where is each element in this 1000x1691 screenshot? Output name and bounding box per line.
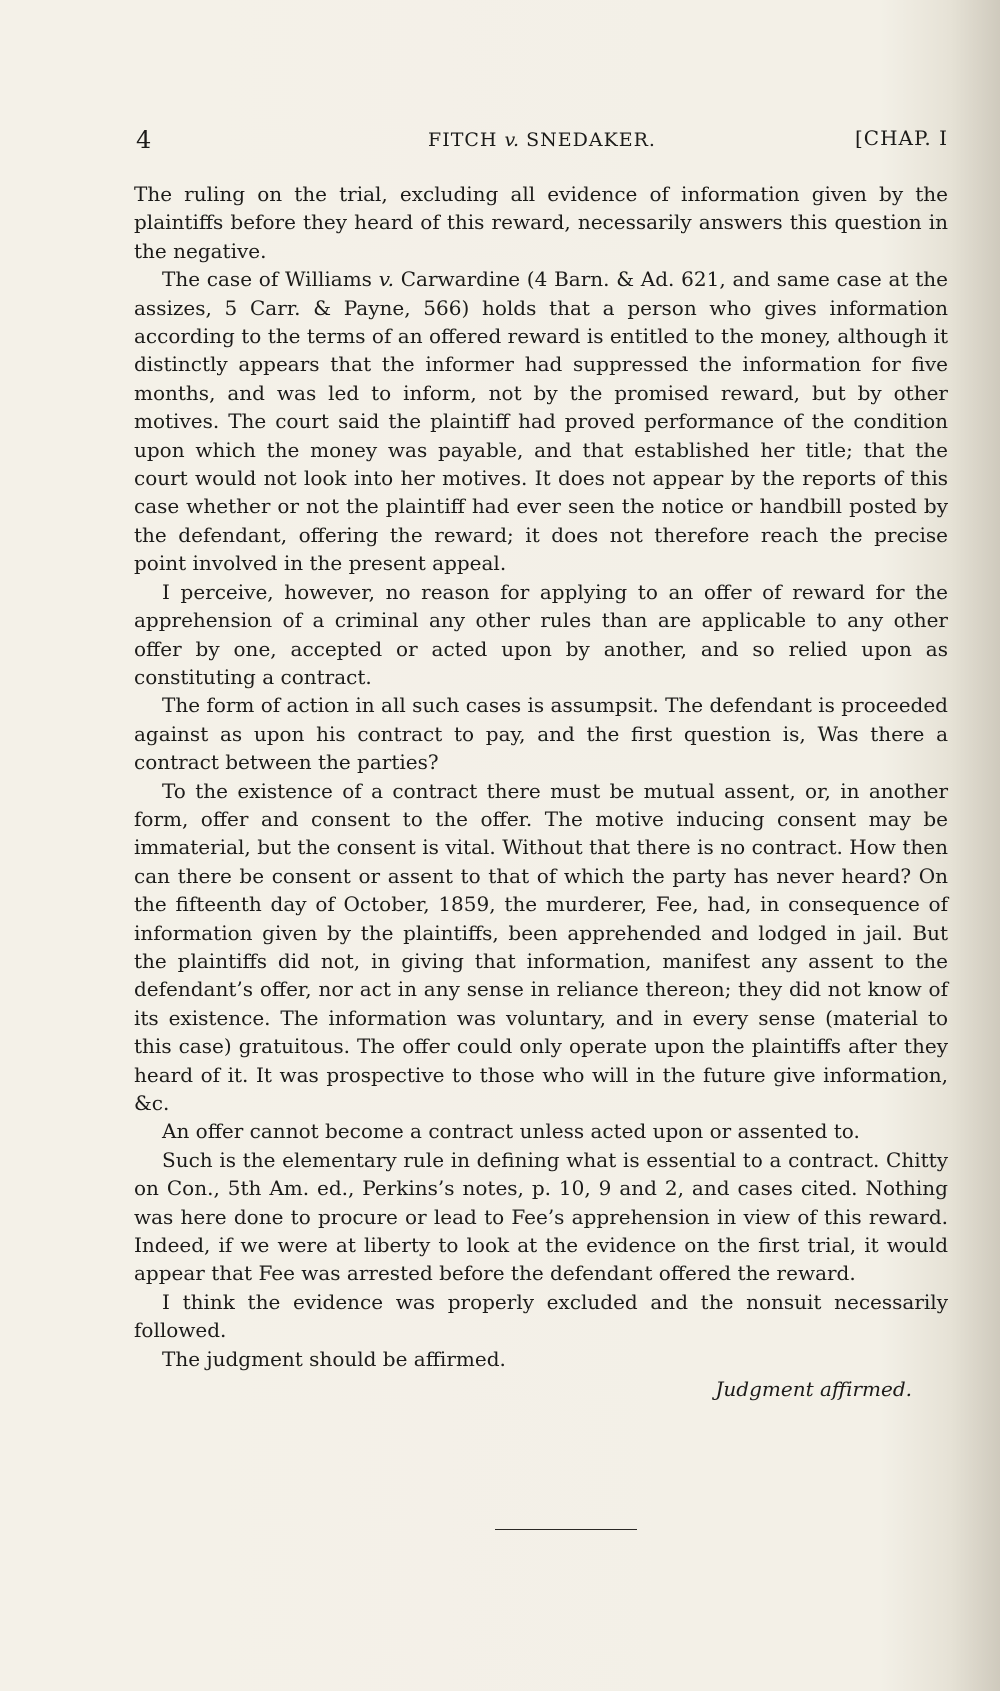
chapter-reference: [CHAP. I	[854, 126, 948, 150]
page-title	[136, 129, 948, 151]
paragraph-7: Such is the elementary rule in defining what is essential to a contract. Chitty on Con., 5th Am. ed., Perkins’s notes, p. 10, 9 and 2, and cases cited. Nothing was here done to procure or lead to Fee’s apprehension in view of this reward. Indeed, if we were at liberty to look at the evidence on the first trial, it would appear that Fee was arrested before the defendant offered the reward.	[134, 1147, 948, 1286]
paragraph-2-versus: v.	[378, 267, 394, 292]
paragraph-8: I think the evidence was properly excluded and the nonsuit necessarily followed.	[134, 1289, 948, 1343]
page-title-versus: v.	[504, 129, 520, 151]
paragraph-3: I perceive, however, no reason for applying to an offer of reward for the apprehension of a criminal any other rules than are applicable to any other offer by one, accepted or acted upon by another, and so relied upon as constituting a contract.	[134, 579, 948, 689]
paragraph-5: To the existence of a contract there must be mutual assent, or, in another form, offer and consent to the offer. The motive inducing consent may be immaterial, but the consent is vital. Without that there is no contract. How then can there be consent or assent to that of which the party has never heard? On the fifteenth day of October, 1859, the murderer, Fee, had, in consequence of information given by the plaintiffs, been apprehended and lodged in jail. But the plaintiffs did not, in giving that information, manifest any assent to the defendant’s offer, nor act in any sense in reliance thereon; they did not know of its existence. The information was voluntary, and in every sense (material to this case) gratuitous. The offer could only operate upon the plaintiffs after they heard of it. It was prospective to those who will in the future give information, &c.	[134, 778, 948, 1115]
paragraph-2	[134, 265, 948, 577]
end-divider	[495, 1529, 637, 1530]
running-head	[136, 126, 948, 160]
opinion-text	[134, 180, 948, 1403]
judgment-line: Judgment affirmed.	[715, 1377, 912, 1402]
paragraph-6: An offer cannot become a contract unless acted upon or assented to.	[162, 1119, 860, 1144]
paragraph-1: The ruling on the trial, excluding all evidence of information given by the plaintiffs before they heard of this reward, necessarily answers this question in the negative.	[134, 182, 948, 263]
paragraph-2-rest: Carwardine (4 Barn. & Ad. 621, and same case at the assizes, 5 Carr. & Payne, 566) holds that a person who gives information according to the terms of an offered reward is entitled to the money, although it distinctly appears that the informer had suppressed the information for five months, and was led to inform, not by the promised reward, but by other motives. The court said the plaintiff had proved performance of the condition upon which the money was payable, and that established her title; that the court would not look into her motives. It does not appear by the reports of this case whether or not the plaintiff had ever seen the notice or handbill posted by the defendant, offering the reward; it does not therefore reach the precise point involved in the present appeal.	[134, 267, 948, 576]
page-title-part1: FITCH	[428, 129, 505, 151]
page-title-part2: SNEDAKER.	[519, 129, 656, 151]
paragraph-4: The form of action in all such cases is assumpsit. The defendant is proceeded against as upon his contract to pay, and the first question is, Was there a contract between the parties?	[134, 693, 948, 775]
page-number: 4	[136, 126, 152, 154]
paragraph-9: The judgment should be affirmed.	[162, 1346, 506, 1371]
paragraph-2-start: The case of Williams	[162, 267, 379, 292]
